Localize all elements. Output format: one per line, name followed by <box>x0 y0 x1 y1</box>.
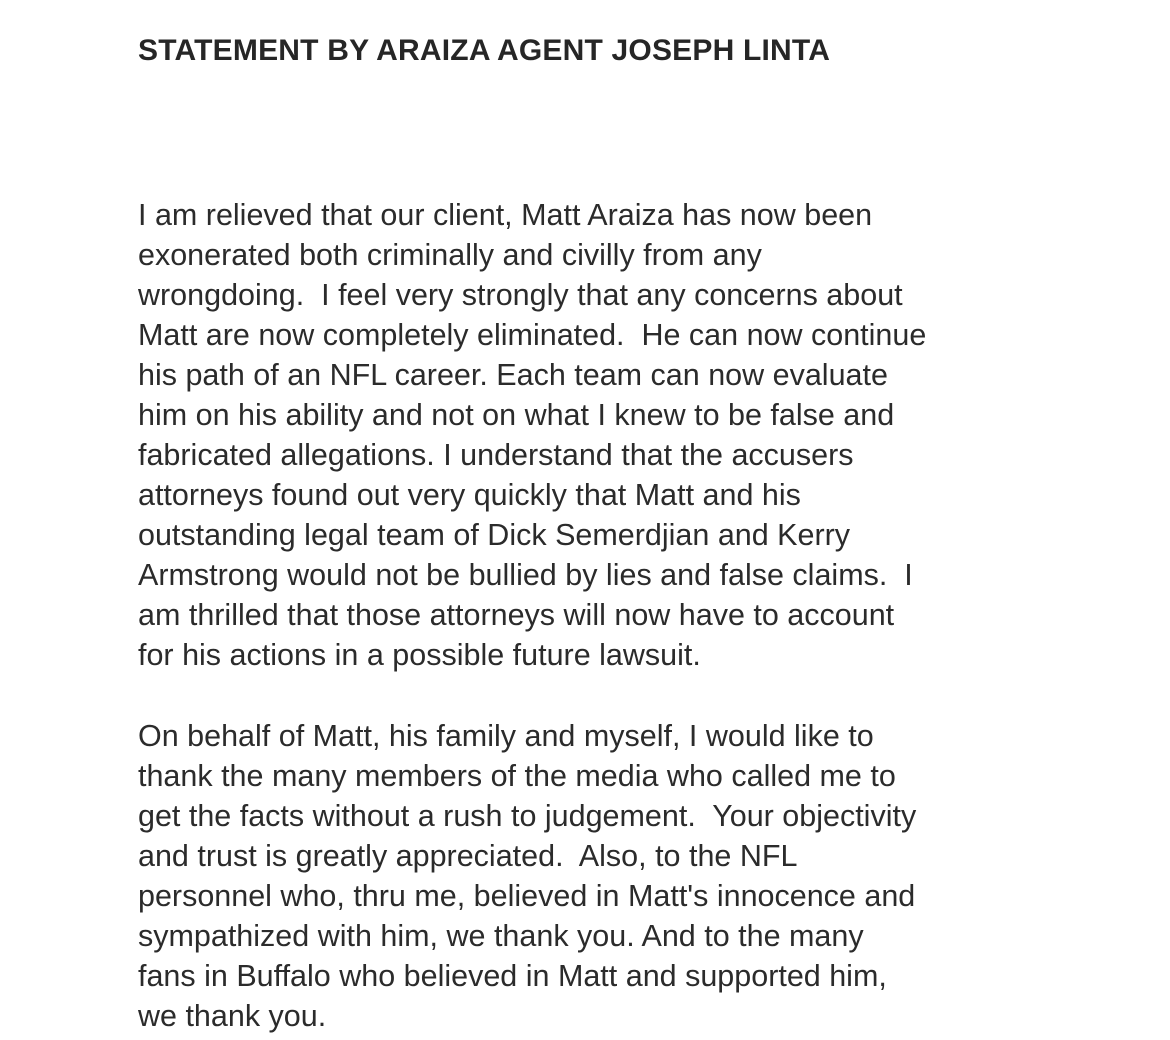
paragraph-1-line: him on his ability and not on what I knew to be false and <box>138 398 895 432</box>
paragraph-1-line: outstanding legal team of Dick Semerdjian and Kerry <box>138 518 851 552</box>
paragraph-2-line: and trust is greatly appreciated. Also, to the NFL <box>138 839 798 873</box>
paragraph-1-line: exonerated both criminally and civilly from any <box>138 238 762 272</box>
paragraph-2-line: fans in Buffalo who believed in Matt and supported him, <box>138 959 887 993</box>
paragraph-1-line: Armstrong would not be bullied by lies and false claims. I <box>138 558 913 592</box>
paragraph-2-line: On behalf of Matt, his family and myself, I would like to <box>138 719 874 753</box>
paragraph-1-line: attorneys found out very quickly that Matt and his <box>138 478 801 512</box>
paragraph-2-line: thank the many members of the media who called me to <box>138 759 896 793</box>
paragraph-1 <box>138 195 926 675</box>
paragraph-2-line: personnel who, thru me, believed in Matt's innocence and <box>138 879 916 913</box>
paragraph-1-line: Matt are now completely eliminated. He can now continue <box>138 318 927 352</box>
paragraph-2-line: we thank you. <box>138 999 327 1033</box>
paragraph-1-line: wrongdoing. I feel very strongly that any concerns about <box>138 278 903 312</box>
paragraph-1-line: I am relieved that our client, Matt Araiza has now been <box>138 198 873 232</box>
paragraph-1-line: am thrilled that those attorneys will now have to account <box>138 598 895 632</box>
paragraph-2 <box>138 716 916 1036</box>
paragraph-1-line: for his actions in a possible future lawsuit. <box>138 638 701 672</box>
paragraph-1-line: his path of an NFL career. Each team can now evaluate <box>138 358 888 392</box>
paragraph-2-line: get the facts without a rush to judgement. Your objectivity <box>138 799 917 833</box>
paragraph-2-line: sympathized with him, we thank you. And to the many <box>138 919 864 953</box>
paragraph-1-line: fabricated allegations. I understand that the accusers <box>138 438 854 472</box>
statement-title: STATEMENT BY ARAIZA AGENT JOSEPH LINTA <box>138 34 831 67</box>
